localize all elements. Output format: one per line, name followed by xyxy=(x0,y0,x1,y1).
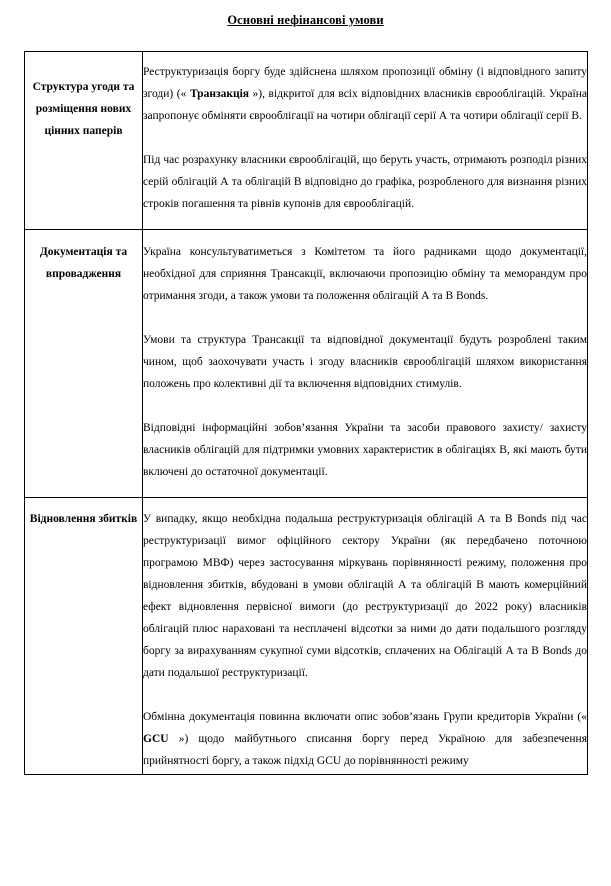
row-body-documentation xyxy=(143,230,588,498)
row-label-deal-structure: Структура угоди та розміщення нових цінних паперів xyxy=(25,52,143,230)
table-row xyxy=(25,52,588,230)
table-row xyxy=(25,498,588,775)
paragraph: Під час розрахунку власники єврооблігацій, що беруть участь, отримають розподіл різних серій облігацій А та облігацій В відповідно до графіка, розробленого для визнання різних строків погашення та рівнів купонів для єврооблігацій. xyxy=(143,154,587,210)
row-label-documentation: Документація та впровадження xyxy=(25,230,143,498)
key-terms-table xyxy=(24,51,588,775)
document-page xyxy=(0,12,611,886)
row-body-loss-recovery xyxy=(143,498,588,775)
emphasized-term: GCU xyxy=(143,733,169,745)
page-title: Основні нефінансові умови xyxy=(227,13,384,27)
paragraph: Україна консультуватиметься з Комітетом та його радниками щодо документації, необхідної для сприяння Трансакції, включаючи пропозицію обміну та меморандум про отримання згоди, а також умови та положення облігацій А та В Bonds. xyxy=(143,246,587,302)
paragraph: Реструктуризація боргу буде здійснена шляхом пропозиції обміну (і відповідного запиту згоди) (« Транзакція »), відкритої для всіх відповідних власників єврооблігацій. Україна запропонує обміняти єврооблігації на чотири облігації серії А та чотири облігації серії В. xyxy=(143,66,587,122)
paragraph: Обмінна документація повинна включати опис зобов’язань Групи кредиторів України (« GCU ») щодо майбутнього списання боргу перед Україною для забезпечення прийнятності боргу, а також підхід GCU до порівнянності режиму xyxy=(143,711,587,767)
table-body xyxy=(25,52,588,775)
row-label-loss-recovery: Відновлення збитків xyxy=(25,498,143,775)
emphasized-term: Транзакція xyxy=(189,88,249,100)
paragraph: У випадку, якщо необхідна подальша реструктуризація облігацій А та В Bonds під час реструктуризації вимог офіційного сектору України (як передбачено поточною програмою МВФ) через застосування міркувань порівнянності режиму, положення про відновлення збитків, вбудовані в умови облігацій А та облігацій В мають комерційний ефект відновлення первісної вимоги (до реструктуризації до 2022 року) власників облігацій плюс нараховані та несплачені відсотки за ними до дати подальшого розгляду боргу за вирахуванням сукупної суми відсотків, сплачених на Облігацій А та В Bonds до дати подальшої реструктуризації. xyxy=(143,513,587,679)
row-body-deal-structure xyxy=(143,52,588,230)
paragraph: Відповідні інформаційні зобов’язання України та засоби правового захисту/ захисту власників облігацій для підтримки умовних характеристик в облігаціях В, які мають бути включені до остаточної документації. xyxy=(143,422,587,478)
table-row xyxy=(25,230,588,498)
paragraph: Умови та структура Трансакції та відповідної документації будуть розроблені таким чином, щоб заохочувати участь і згоду власників єврооблігацій шляхом використання положень про колективні дії та включення відповідних стимулів. xyxy=(143,334,587,390)
